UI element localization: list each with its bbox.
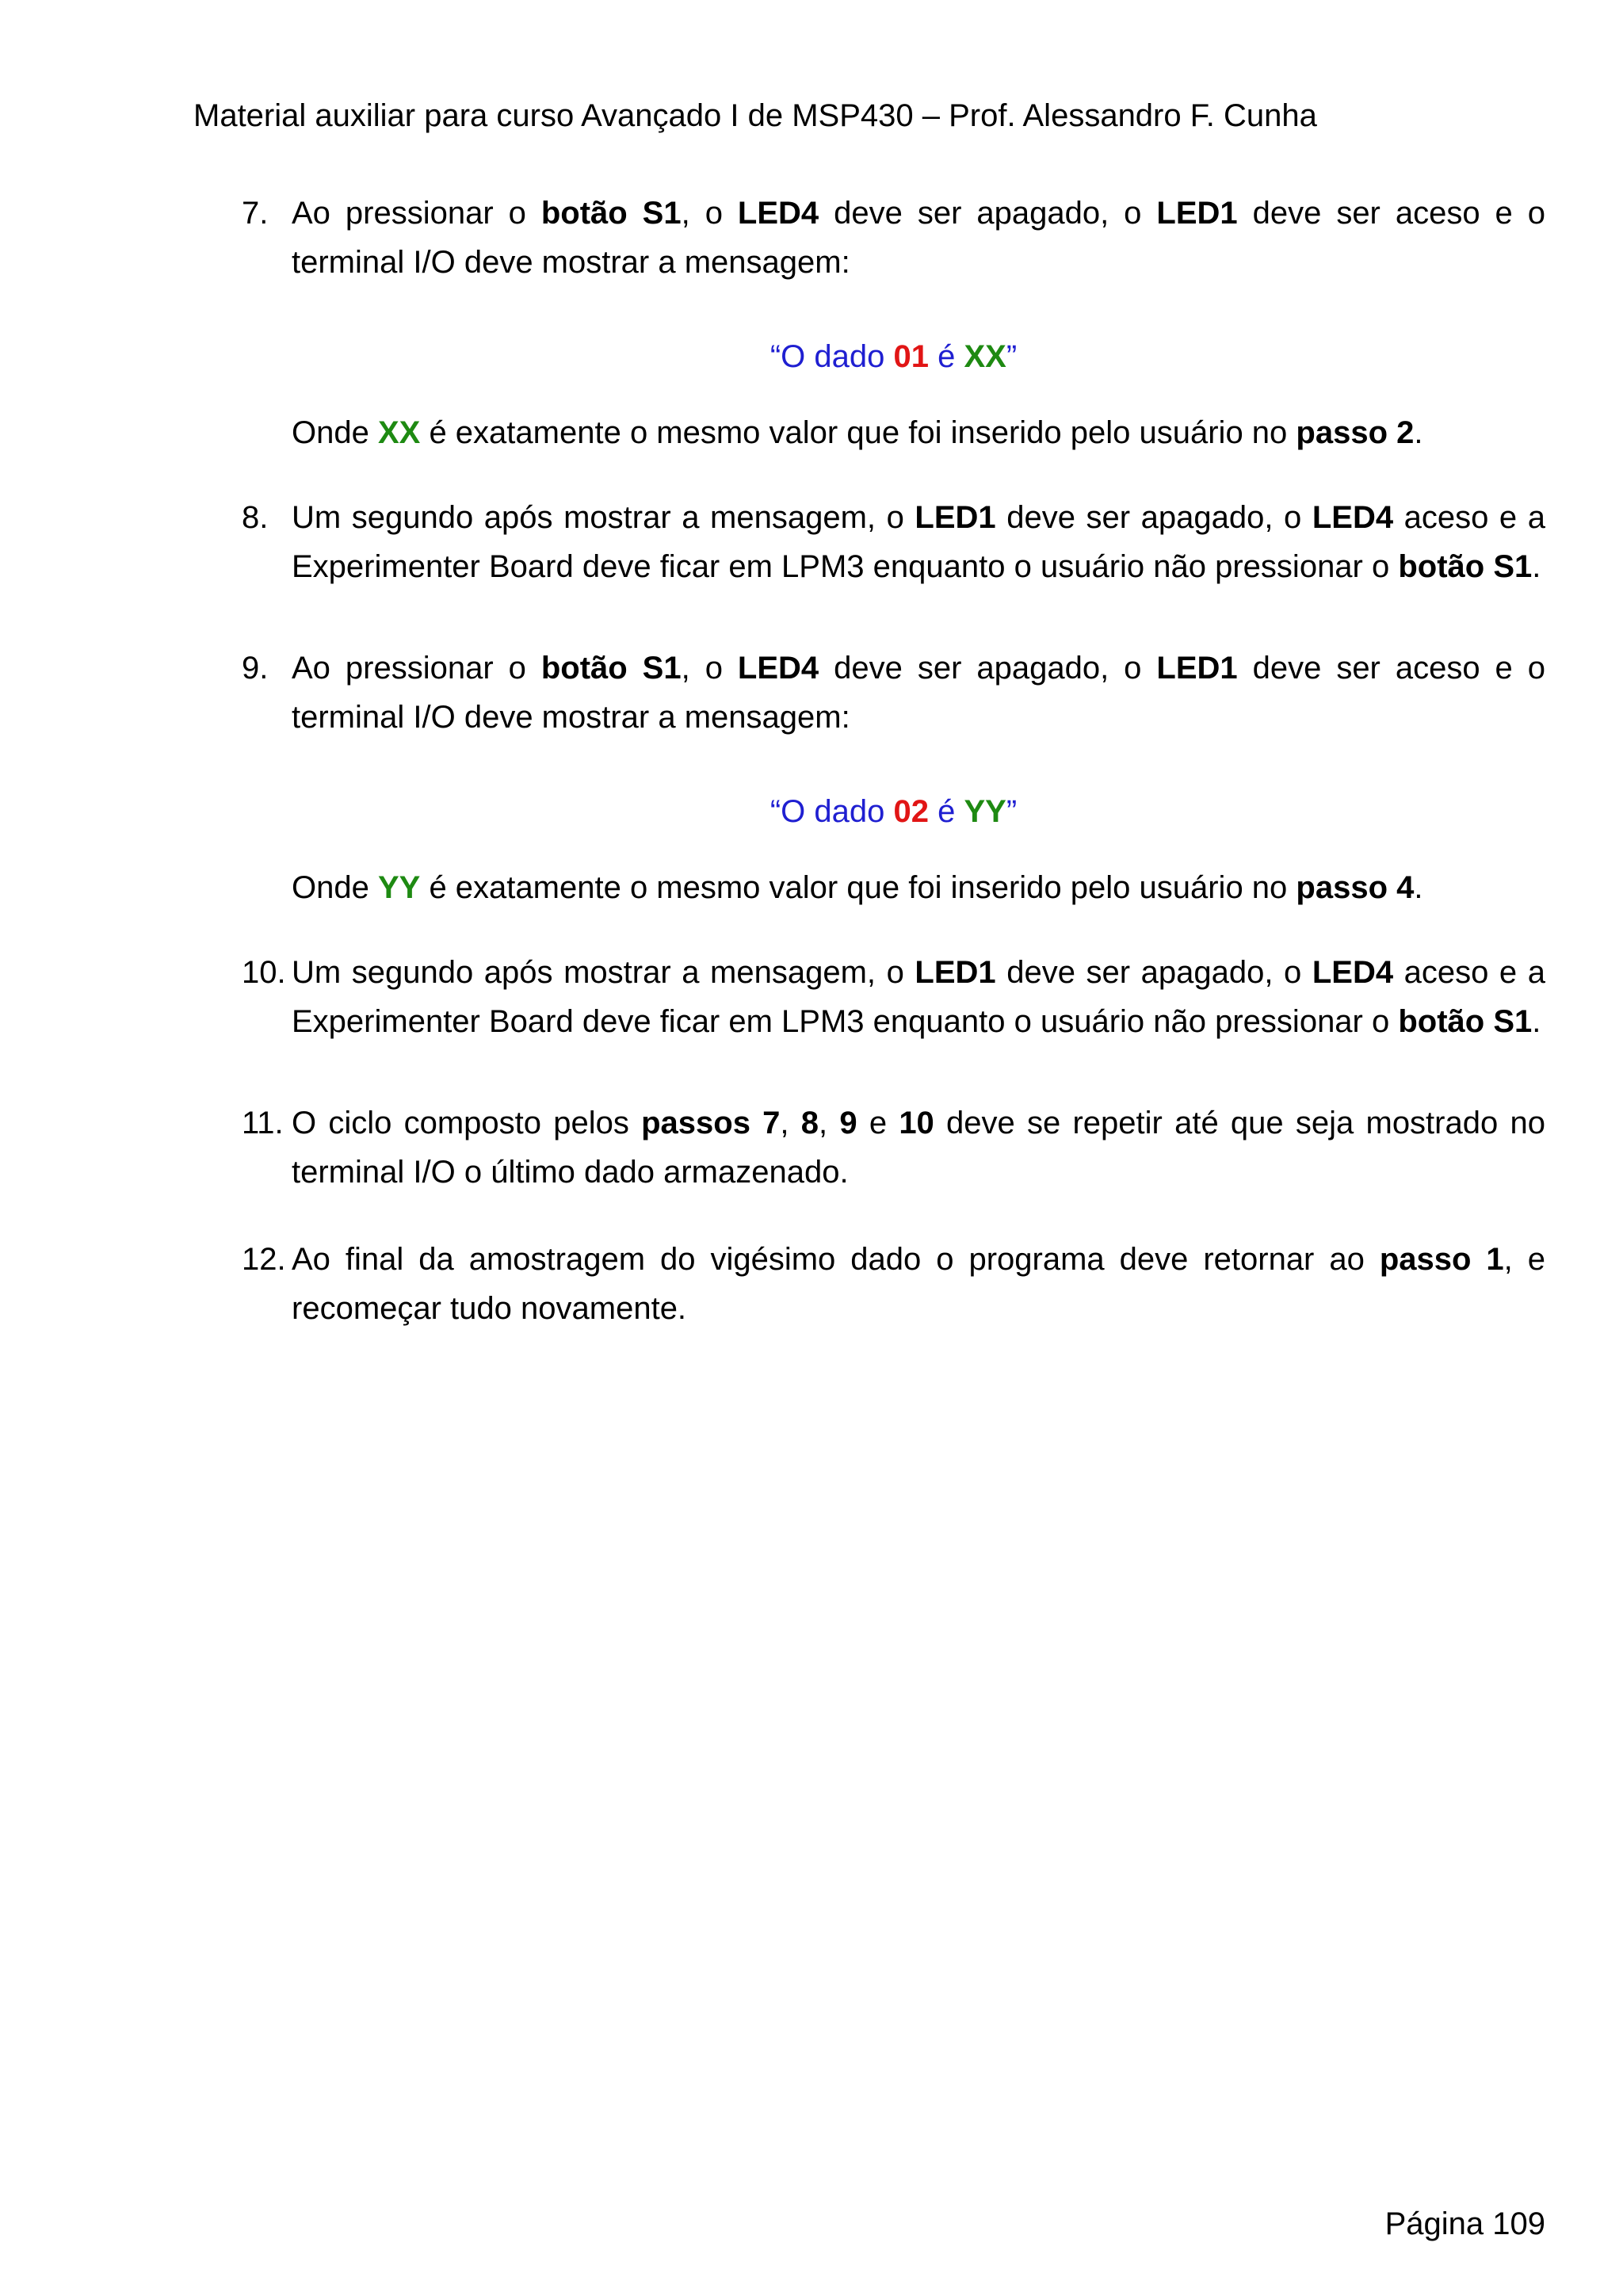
variable-run: YY bbox=[377, 870, 421, 905]
bold-run: passos 7 bbox=[641, 1106, 781, 1140]
text-run: deve se repetir até que seja mostrado no terminal I/O o último dado armazenado. bbox=[292, 1106, 1545, 1190]
text-run: , bbox=[780, 1106, 801, 1140]
bold-run: passo 2 bbox=[1296, 415, 1415, 450]
quote-variable: XX bbox=[964, 339, 1006, 374]
message-quote-1 bbox=[242, 334, 1545, 379]
bold-run: 8 bbox=[800, 1106, 819, 1140]
text-run: . bbox=[1414, 415, 1423, 450]
bold-run: LED1 bbox=[1156, 196, 1238, 231]
bold-run: LED4 bbox=[1312, 500, 1394, 535]
message-quote-2 bbox=[242, 789, 1545, 834]
text-run: Ao pressionar o bbox=[292, 196, 541, 231]
text-run: deve ser apagado, o bbox=[819, 196, 1157, 231]
item-number: 7. bbox=[242, 196, 269, 231]
text-run: é exatamente o mesmo valor que foi inserido pelo usuário no bbox=[420, 870, 1296, 905]
text-run: aceso e a Experimenter Board deve ficar em LPM3 enquanto o usuário não pressionar o bbox=[292, 500, 1545, 584]
quote-text: “O dado bbox=[769, 339, 894, 374]
text-run: Ao pressionar o bbox=[292, 651, 541, 686]
text-run: deve ser aceso e o terminal I/O deve mostrar a mensagem: bbox=[292, 651, 1546, 735]
text-run: Um segundo após mostrar a mensagem, o bbox=[292, 955, 915, 990]
text-run: deve ser apagado, o bbox=[819, 651, 1157, 686]
bold-run: passo 1 bbox=[1379, 1242, 1504, 1277]
text-run: deve ser aceso e o terminal I/O deve mostrar a mensagem: bbox=[292, 196, 1546, 280]
quote-text: é bbox=[928, 339, 964, 374]
onde-note-2 bbox=[242, 865, 1545, 910]
list-item-12 bbox=[242, 1235, 1545, 1333]
text-run: . bbox=[1532, 549, 1541, 584]
page-content bbox=[242, 189, 1545, 1333]
bold-run: LED1 bbox=[915, 955, 996, 990]
text-run: Onde bbox=[292, 415, 378, 450]
quote-text: ” bbox=[1006, 339, 1018, 374]
list-item-8 bbox=[242, 493, 1545, 591]
list-item-7 bbox=[242, 189, 1545, 287]
quote-number: 02 bbox=[893, 794, 929, 829]
bold-run: botão S1 bbox=[540, 196, 682, 231]
bold-run: botão S1 bbox=[1398, 549, 1533, 584]
page-number: Página 109 bbox=[1384, 2206, 1545, 2241]
text-run: deve ser apagado, o bbox=[995, 500, 1312, 535]
bold-run: LED1 bbox=[915, 500, 996, 535]
list-item-9 bbox=[242, 644, 1545, 742]
text-run: . bbox=[1414, 870, 1423, 905]
text-run: . bbox=[1532, 1004, 1541, 1039]
item-number: 8. bbox=[242, 500, 269, 535]
item-number: 12. bbox=[242, 1242, 286, 1277]
text-run: Um segundo após mostrar a mensagem, o bbox=[292, 500, 915, 535]
text-run: e bbox=[857, 1106, 899, 1140]
page-header: Material auxiliar para curso Avançado I de MSP430 – Prof. Alessandro F. Cunha bbox=[193, 98, 1317, 133]
text-run: deve ser apagado, o bbox=[995, 955, 1312, 990]
bold-run: 9 bbox=[839, 1106, 857, 1140]
item-text bbox=[292, 493, 1545, 591]
item-text bbox=[292, 1235, 1545, 1333]
text-run: Ao final da amostragem do vigésimo dado o programa deve retornar ao bbox=[292, 1242, 1380, 1277]
variable-run: XX bbox=[377, 415, 421, 450]
quote-text: ” bbox=[1006, 794, 1018, 829]
bold-run: passo 4 bbox=[1296, 870, 1415, 905]
bold-run: LED4 bbox=[1312, 955, 1394, 990]
text-run: , o bbox=[681, 651, 738, 686]
quote-text: “O dado bbox=[769, 794, 894, 829]
item-text bbox=[292, 189, 1545, 287]
item-number: 11. bbox=[242, 1106, 284, 1140]
text-run: é exatamente o mesmo valor que foi inserido pelo usuário no bbox=[420, 415, 1296, 450]
bold-run: LED1 bbox=[1156, 651, 1238, 686]
item-number: 10. bbox=[242, 955, 286, 990]
text-run: , bbox=[819, 1106, 840, 1140]
item-text bbox=[292, 644, 1545, 742]
item-text bbox=[292, 948, 1545, 1046]
list-item-10 bbox=[242, 948, 1545, 1046]
text-run: Onde bbox=[292, 870, 378, 905]
text-run: O ciclo composto pelos bbox=[292, 1106, 642, 1140]
list-item-11 bbox=[242, 1098, 1545, 1197]
item-number: 9. bbox=[242, 651, 269, 686]
bold-run: botão S1 bbox=[1398, 1004, 1533, 1039]
bold-run: 10 bbox=[899, 1106, 934, 1140]
quote-variable: YY bbox=[964, 794, 1006, 829]
bold-run: botão S1 bbox=[540, 651, 682, 686]
quote-text: é bbox=[928, 794, 964, 829]
bold-run: LED4 bbox=[737, 196, 819, 231]
onde-note-1 bbox=[242, 411, 1545, 455]
text-run: , e recomeçar tudo novamente. bbox=[292, 1242, 1545, 1326]
text-run: aceso e a Experimenter Board deve ficar em LPM3 enquanto o usuário não pressionar o bbox=[292, 955, 1545, 1039]
bold-run: LED4 bbox=[737, 651, 819, 686]
quote-number: 01 bbox=[893, 339, 929, 374]
text-run: , o bbox=[681, 196, 738, 231]
item-text bbox=[292, 1098, 1545, 1197]
